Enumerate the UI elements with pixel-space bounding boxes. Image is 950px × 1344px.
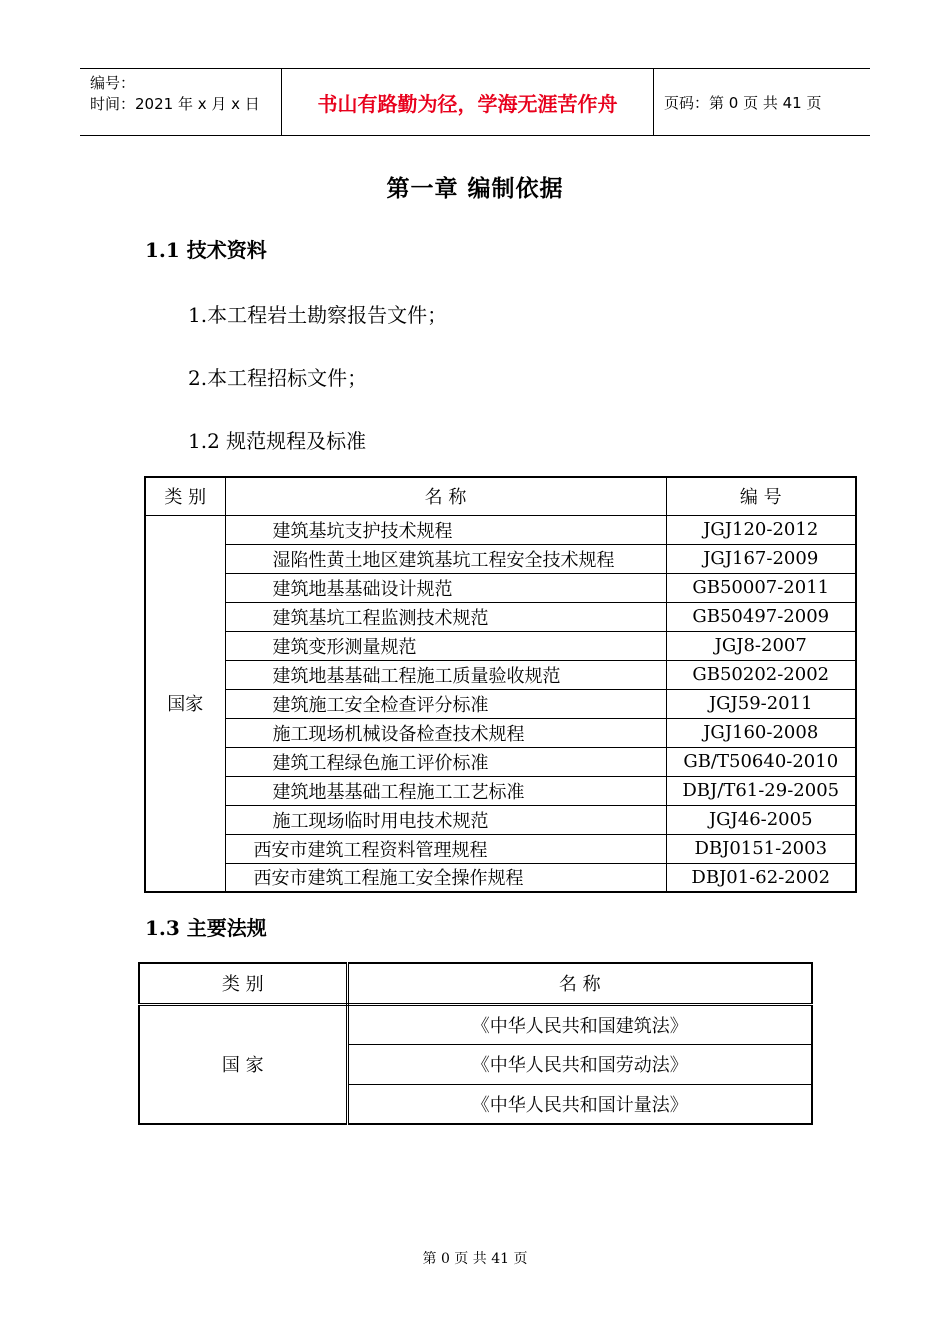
- regulations-table: [138, 962, 813, 1125]
- standard-name: 湿陷性黄土地区建筑基坑工程安全技术规程: [225, 544, 666, 573]
- header-motto: 书山有路勤为径，学海无涯苦作舟: [282, 69, 654, 135]
- standard-name: 建筑地基基础工程施工工艺标准: [225, 776, 666, 805]
- standard-code: GB/T50640-2010: [666, 747, 856, 776]
- standard-name: 建筑地基基础工程施工质量验收规范: [225, 660, 666, 689]
- standard-name: 建筑基坑工程监测技术规范: [225, 602, 666, 631]
- table-header-row: [139, 963, 812, 1004]
- regulation-name: 《中华人民共和国计量法》: [347, 1084, 812, 1124]
- standard-code: JGJ120-2012: [666, 515, 856, 544]
- header-time: 时间：2021 年 x 月 x 日: [90, 95, 260, 113]
- standard-code: DBJ/T61-29-2005: [666, 776, 856, 805]
- table-row: [145, 573, 856, 602]
- standard-name: 建筑工程绿色施工评价标准: [225, 747, 666, 776]
- regulation-name: 《中华人民共和国劳动法》: [347, 1044, 812, 1084]
- paragraph-item: 2.本工程招标文件；: [188, 366, 368, 390]
- paragraph-item: 1.2 规范规程及标准: [188, 429, 367, 453]
- table-row: [145, 834, 856, 863]
- header-code: 编 号: [666, 477, 856, 515]
- table-header-row: [145, 477, 856, 515]
- standard-name: 建筑施工安全检查评分标准: [225, 689, 666, 718]
- table-row: [145, 660, 856, 689]
- paragraph-item: 1.本工程岩土勘察报告文件；: [188, 303, 448, 327]
- standard-name: 建筑变形测量规范: [225, 631, 666, 660]
- standard-name: 建筑地基基础设计规范: [225, 573, 666, 602]
- standard-code: DBJ01-62-2002: [666, 863, 856, 892]
- table-row: [145, 689, 856, 718]
- standard-code: GB50202-2002: [666, 660, 856, 689]
- chapter-title: 第一章 编制依据: [386, 176, 564, 202]
- header-number: 编号：: [90, 74, 136, 92]
- standard-name: 施工现场临时用电技术规范: [225, 805, 666, 834]
- table-row: [145, 747, 856, 776]
- table-row: [145, 544, 856, 573]
- table-row: [145, 631, 856, 660]
- table-row: [145, 602, 856, 631]
- category-cell: 国家: [145, 515, 225, 892]
- standard-code: JGJ46-2005: [666, 805, 856, 834]
- page-footer: 第 0 页 共 41 页: [422, 1251, 528, 1267]
- standards-table: [144, 476, 857, 893]
- table-row: [145, 805, 856, 834]
- table-row: [145, 718, 856, 747]
- standard-code: GB50497-2009: [666, 602, 856, 631]
- standard-code: JGJ8-2007: [666, 631, 856, 660]
- standard-code: DBJ0151-2003: [666, 834, 856, 863]
- page-header: [80, 68, 870, 136]
- header-meta: [80, 69, 282, 135]
- header-name: 名 称: [347, 963, 812, 1004]
- header-category: 类 别: [139, 963, 347, 1004]
- regulation-name: 《中华人民共和国建筑法》: [347, 1004, 812, 1044]
- header-page-info: 页码：第 0 页 共 41 页: [664, 93, 822, 112]
- standard-code: JGJ160-2008: [666, 718, 856, 747]
- standard-code: JGJ167-2009: [666, 544, 856, 573]
- category-cell: 国 家: [139, 1004, 347, 1124]
- table-row: [145, 776, 856, 805]
- standard-name: 施工现场机械设备检查技术规程: [225, 718, 666, 747]
- standard-name: 建筑基坑支护技术规程: [225, 515, 666, 544]
- standard-name: 西安市建筑工程施工安全操作规程: [225, 863, 666, 892]
- table-row: [139, 1004, 812, 1044]
- section-heading-1-3: 1.3 主要法规: [145, 916, 267, 940]
- table-row: [145, 863, 856, 892]
- header-category: 类 别: [145, 477, 225, 515]
- table-row: [145, 515, 856, 544]
- standard-code: JGJ59-2011: [666, 689, 856, 718]
- header-name: 名 称: [225, 477, 666, 515]
- standard-name: 西安市建筑工程资料管理规程: [225, 834, 666, 863]
- standard-code: GB50007-2011: [666, 573, 856, 602]
- section-heading-1-1: 1.1 技术资料: [145, 238, 267, 262]
